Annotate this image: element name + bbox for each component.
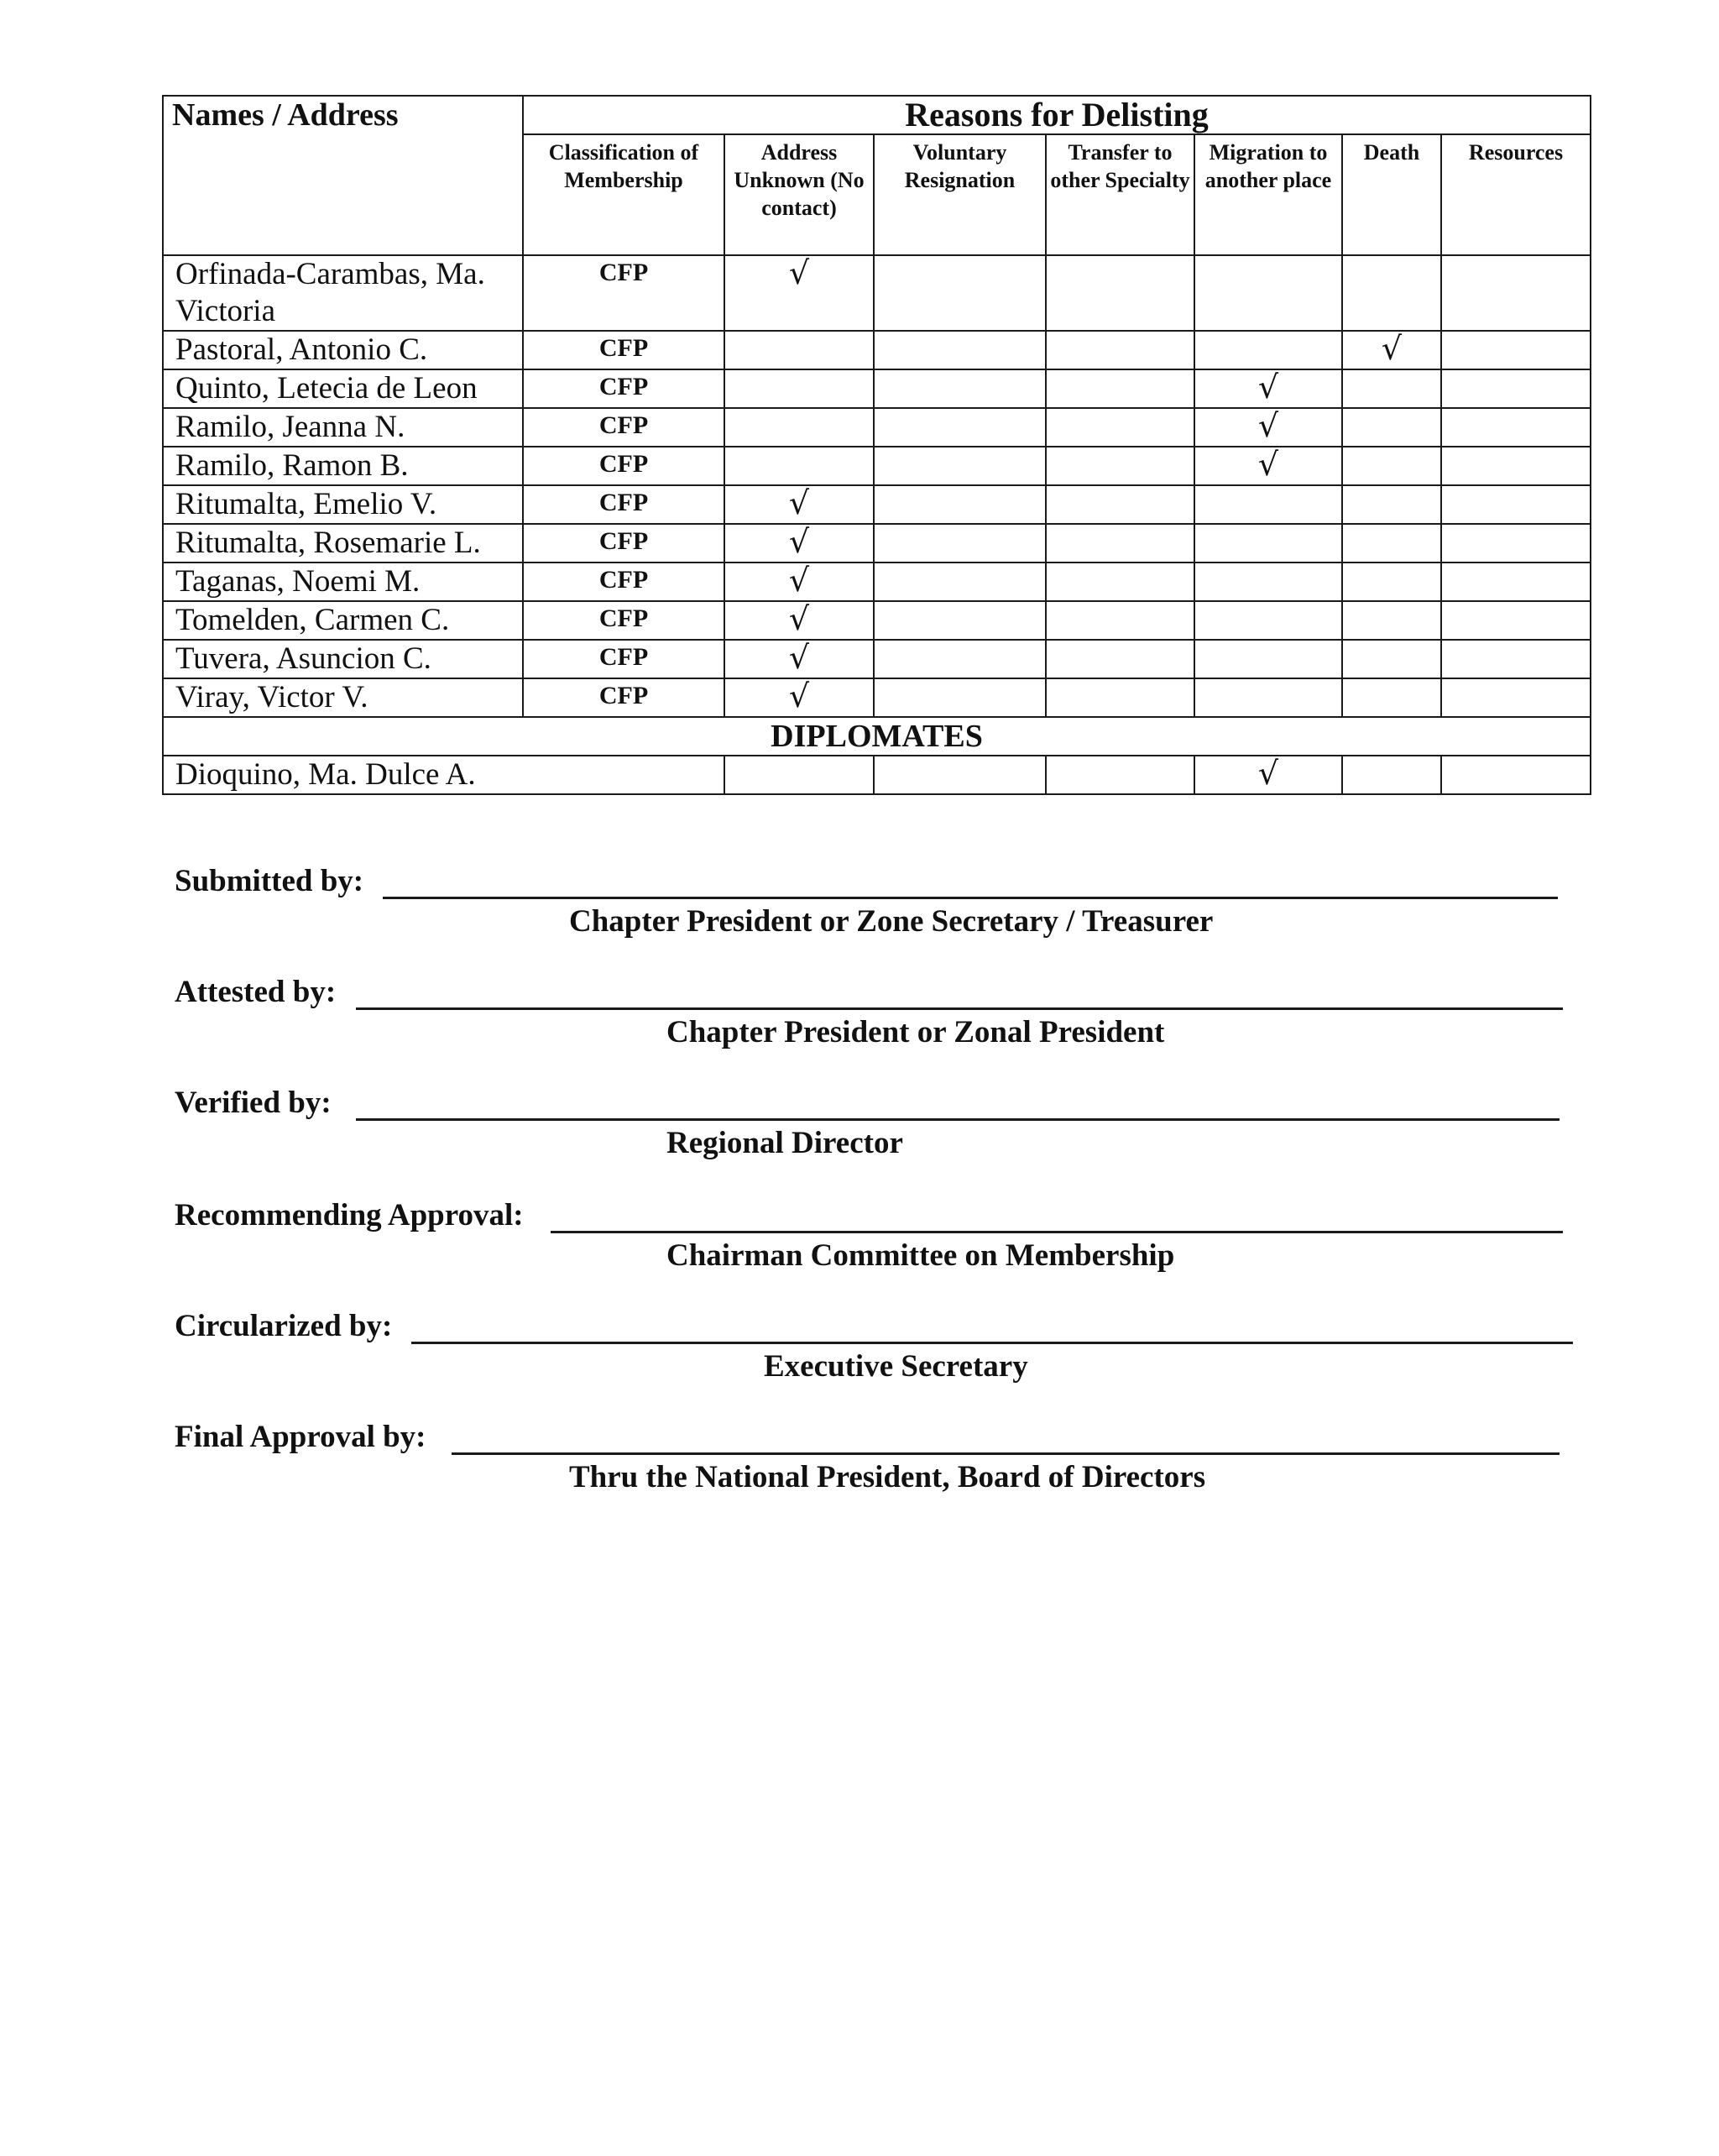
- check-mark-transfer: [1046, 524, 1194, 563]
- header-resources: Resources: [1441, 134, 1591, 255]
- check-mark-voluntary: [874, 756, 1046, 794]
- delisting-table: [162, 95, 1591, 795]
- signatory-title: Chapter President or Zonal President: [666, 1015, 1165, 1049]
- check-mark-resources: [1441, 524, 1591, 563]
- signatory-title: Regional Director: [666, 1126, 903, 1160]
- check-mark-transfer: [1046, 601, 1194, 640]
- check-mark-address-unknown: [724, 447, 874, 485]
- check-mark-voluntary: [874, 524, 1046, 563]
- check-mark-resources: [1441, 255, 1591, 331]
- header-address-unknown: Address Unknown (No contact): [724, 134, 874, 255]
- header-death: Death: [1342, 134, 1441, 255]
- check-mark-voluntary: [874, 485, 1046, 524]
- signature-line[interactable]: [383, 897, 1558, 899]
- check-mark-transfer: [1046, 447, 1194, 485]
- cfp-members-body: [163, 255, 1591, 717]
- header-voluntary-resignation: Voluntary Resignation: [874, 134, 1046, 255]
- check-mark-resources: [1441, 331, 1591, 369]
- member-name: Tomelden, Carmen C.: [163, 601, 523, 640]
- signatory-title: Executive Secretary: [764, 1349, 1028, 1384]
- check-mark-address-unknown: [724, 331, 874, 369]
- signatory-title: Chapter President or Zone Secretary / Treasurer: [569, 904, 1214, 939]
- check-mark-migration: [1194, 678, 1342, 717]
- check-mark-address-unknown: [724, 369, 874, 408]
- check-mark-death: [1342, 255, 1441, 331]
- check-mark-resources: [1441, 408, 1591, 447]
- check-mark-address-unknown: √: [724, 255, 874, 331]
- member-classification: CFP: [523, 640, 724, 678]
- table-row: [163, 563, 1591, 601]
- member-classification: CFP: [523, 331, 724, 369]
- check-mark-voluntary: [874, 447, 1046, 485]
- check-mark-address-unknown: √: [724, 524, 874, 563]
- check-mark-address-unknown: [724, 408, 874, 447]
- member-classification: CFP: [523, 678, 724, 717]
- member-name: Tuvera, Asuncion C.: [163, 640, 523, 678]
- table-row: [163, 485, 1591, 524]
- table-row: [163, 408, 1591, 447]
- check-mark-voluntary: [874, 255, 1046, 331]
- check-mark-migration: [1194, 331, 1342, 369]
- check-mark-migration: [1194, 485, 1342, 524]
- check-mark-address-unknown: √: [724, 640, 874, 678]
- table-row: [163, 678, 1591, 717]
- member-name: Ramilo, Ramon B.: [163, 447, 523, 485]
- signature-label: Recommending Approval:: [175, 1198, 524, 1232]
- check-mark-migration: √: [1194, 756, 1342, 794]
- member-name: Orfinada-Carambas, Ma. Victoria: [163, 255, 523, 331]
- member-name: Ritumalta, Rosemarie L.: [163, 524, 523, 563]
- table-row: [163, 640, 1591, 678]
- header-names-address: Names / Address: [163, 96, 523, 134]
- check-mark-transfer: [1046, 678, 1194, 717]
- check-mark-death: [1342, 485, 1441, 524]
- member-classification: CFP: [523, 563, 724, 601]
- header-names-spacer: [163, 134, 523, 255]
- check-mark-migration: [1194, 640, 1342, 678]
- check-mark-address-unknown: √: [724, 485, 874, 524]
- header-transfer: Transfer to other Specialty: [1046, 134, 1194, 255]
- check-mark-migration: √: [1194, 369, 1342, 408]
- check-mark-voluntary: [874, 408, 1046, 447]
- header-migration: Migration to another place: [1194, 134, 1342, 255]
- check-mark-resources: [1441, 756, 1591, 794]
- check-mark-death: [1342, 524, 1441, 563]
- check-mark-address-unknown: √: [724, 678, 874, 717]
- header-reasons-for-delisting: Reasons for Delisting: [523, 96, 1591, 134]
- check-mark-death: [1342, 640, 1441, 678]
- signature-line[interactable]: [411, 1342, 1573, 1344]
- check-mark-voluntary: [874, 331, 1046, 369]
- check-mark-resources: [1441, 563, 1591, 601]
- signature-line[interactable]: [356, 1118, 1560, 1121]
- check-mark-transfer: [1046, 408, 1194, 447]
- check-mark-transfer: [1046, 255, 1194, 331]
- signature-label: Circularized by:: [175, 1309, 393, 1343]
- signature-label: Submitted by:: [175, 864, 364, 898]
- check-mark-migration: [1194, 255, 1342, 331]
- table-row: [163, 331, 1591, 369]
- check-mark-voluntary: [874, 678, 1046, 717]
- table-row: [163, 601, 1591, 640]
- member-name: Ritumalta, Emelio V.: [163, 485, 523, 524]
- check-mark-migration: [1194, 563, 1342, 601]
- signature-label: Attested by:: [175, 975, 337, 1009]
- member-classification: CFP: [523, 601, 724, 640]
- check-mark-voluntary: [874, 563, 1046, 601]
- check-mark-death: [1342, 408, 1441, 447]
- diplomate-name: Dioquino, Ma. Dulce A.: [163, 756, 724, 794]
- check-mark-death: [1342, 369, 1441, 408]
- table-row: [163, 756, 1591, 794]
- check-mark-resources: [1441, 601, 1591, 640]
- table-row: [163, 447, 1591, 485]
- check-mark-resources: [1441, 640, 1591, 678]
- check-mark-death: [1342, 563, 1441, 601]
- check-mark-address-unknown: √: [724, 563, 874, 601]
- check-mark-migration: √: [1194, 408, 1342, 447]
- check-mark-death: [1342, 447, 1441, 485]
- check-mark-transfer: [1046, 485, 1194, 524]
- check-mark-resources: [1441, 485, 1591, 524]
- check-mark-voluntary: [874, 640, 1046, 678]
- check-mark-resources: [1441, 447, 1591, 485]
- check-mark-voluntary: [874, 369, 1046, 408]
- signature-label: Final Approval by:: [175, 1420, 426, 1454]
- check-mark-address-unknown: √: [724, 601, 874, 640]
- signatory-title: Thru the National President, Board of Directors: [569, 1460, 1206, 1494]
- signature-label: Verified by:: [175, 1086, 332, 1120]
- table-row: [163, 255, 1591, 331]
- header-classification: Classification of Membership: [523, 134, 724, 255]
- table-row: [163, 369, 1591, 408]
- member-name: Pastoral, Antonio C.: [163, 331, 523, 369]
- check-mark-transfer: [1046, 369, 1194, 408]
- member-name: Ramilo, Jeanna N.: [163, 408, 523, 447]
- member-classification: CFP: [523, 485, 724, 524]
- member-classification: CFP: [523, 524, 724, 563]
- check-mark-resources: [1441, 369, 1591, 408]
- member-classification: CFP: [523, 369, 724, 408]
- member-name: Viray, Victor V.: [163, 678, 523, 717]
- check-mark-death: [1342, 756, 1441, 794]
- check-mark-migration: [1194, 601, 1342, 640]
- check-mark-death: [1342, 601, 1441, 640]
- table-row: [163, 524, 1591, 563]
- section-title-diplomates: DIPLOMATES: [163, 717, 1591, 756]
- check-mark-death: √: [1342, 331, 1441, 369]
- check-mark-migration: √: [1194, 447, 1342, 485]
- check-mark-death: [1342, 678, 1441, 717]
- check-mark-resources: [1441, 678, 1591, 717]
- check-mark-address-unknown: [724, 756, 874, 794]
- member-classification: CFP: [523, 408, 724, 447]
- check-mark-transfer: [1046, 640, 1194, 678]
- signature-line[interactable]: [551, 1231, 1563, 1233]
- check-mark-voluntary: [874, 601, 1046, 640]
- member-classification: CFP: [523, 447, 724, 485]
- check-mark-transfer: [1046, 563, 1194, 601]
- check-mark-transfer: [1046, 756, 1194, 794]
- diplomates-body: [163, 756, 1591, 794]
- signature-line[interactable]: [452, 1452, 1560, 1455]
- member-name: Quinto, Letecia de Leon: [163, 369, 523, 408]
- member-name: Taganas, Noemi M.: [163, 563, 523, 601]
- member-classification: CFP: [523, 255, 724, 331]
- check-mark-transfer: [1046, 331, 1194, 369]
- signatory-title: Chairman Committee on Membership: [666, 1238, 1175, 1273]
- signature-line[interactable]: [356, 1007, 1563, 1010]
- check-mark-migration: [1194, 524, 1342, 563]
